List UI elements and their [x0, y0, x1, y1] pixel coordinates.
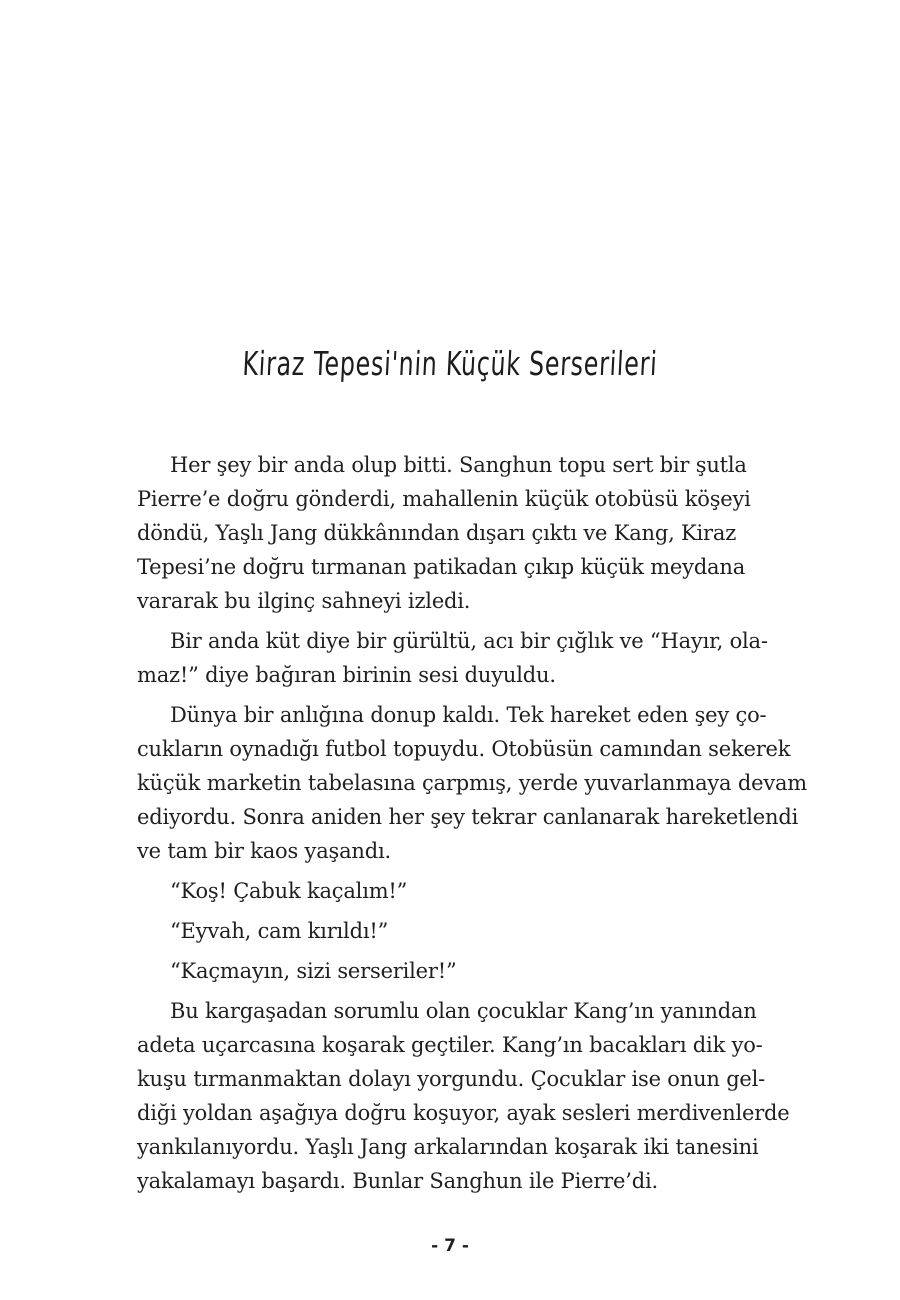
dialogue-line: [137, 954, 764, 988]
dialogue-line: [137, 874, 764, 908]
text-line: kuşu tırmanmaktan dolayı yorgundu. Çocuklar ise onun gel-: [137, 1067, 766, 1091]
text-line: küçük marketin tabelasına çarpmış, yerde yuvarlanmaya devam: [137, 771, 808, 795]
text-line: yakalamayı başardı. Bunlar Sanghun ile Pierre’di.: [137, 1169, 658, 1193]
chapter-body: [137, 448, 808, 1198]
text-line: ve tam bir kaos yaşandı.: [137, 839, 391, 863]
text-line: adeta uçarcasına koşarak geçtiler. Kang’ın bacakları dik yo-: [137, 1033, 763, 1057]
text-line: “Eyvah, cam kırıldı!”: [170, 919, 389, 943]
text-line: döndü, Yaşlı Jang dükkânından dışarı çıktı ve Kang, Kiraz: [137, 521, 737, 545]
paragraph: [137, 448, 764, 618]
text-line: Bir anda küt diye bir gürültü, acı bir çığlık ve “Hayır, ola-: [170, 629, 768, 653]
text-line: “Kaçmayın, sizi serseriler!”: [170, 959, 457, 983]
dialogue-line: [137, 914, 764, 948]
text-line: Her şey bir anda olup bitti. Sanghun topu sert bir şutla: [170, 453, 747, 477]
text-line: yankılanıyordu. Yaşlı Jang arkalarından koşarak iki tanesini: [137, 1135, 759, 1159]
text-line: Tepesi’ne doğru tırmanan patikadan çıkıp küçük meydana: [137, 555, 746, 579]
text-line: diği yoldan aşağıya doğru koşuyor, ayak sesleri merdivenlerde: [137, 1101, 790, 1125]
paragraph: [137, 994, 790, 1198]
paragraph: [137, 698, 808, 868]
text-line: “Koş! Çabuk kaçalım!”: [170, 879, 408, 903]
text-line: Pierre’e doğru gönderdi, mahallenin küçük otobüsü köşeyi: [137, 487, 751, 511]
text-line: Dünya bir anlığına donup kaldı. Tek hareket eden şey ço-: [170, 703, 767, 727]
paragraph: [137, 624, 768, 692]
chapter-title: Kiraz Tepesi'nin Küçük Serserileri: [241, 344, 659, 384]
text-line: maz!” diye bağıran birinin sesi duyuldu.: [137, 663, 556, 687]
page-number: - 7 -: [431, 1236, 469, 1256]
text-line: ediyordu. Sonra aniden her şey tekrar canlanarak hareketlendi: [137, 805, 799, 829]
text-line: cukların oynadığı futbol topuydu. Otobüsün camından sekerek: [137, 737, 791, 761]
text-line: vararak bu ilginç sahneyi izledi.: [137, 589, 471, 613]
text-line: Bu kargaşadan sorumlu olan çocuklar Kang’ın yanından: [170, 999, 757, 1023]
